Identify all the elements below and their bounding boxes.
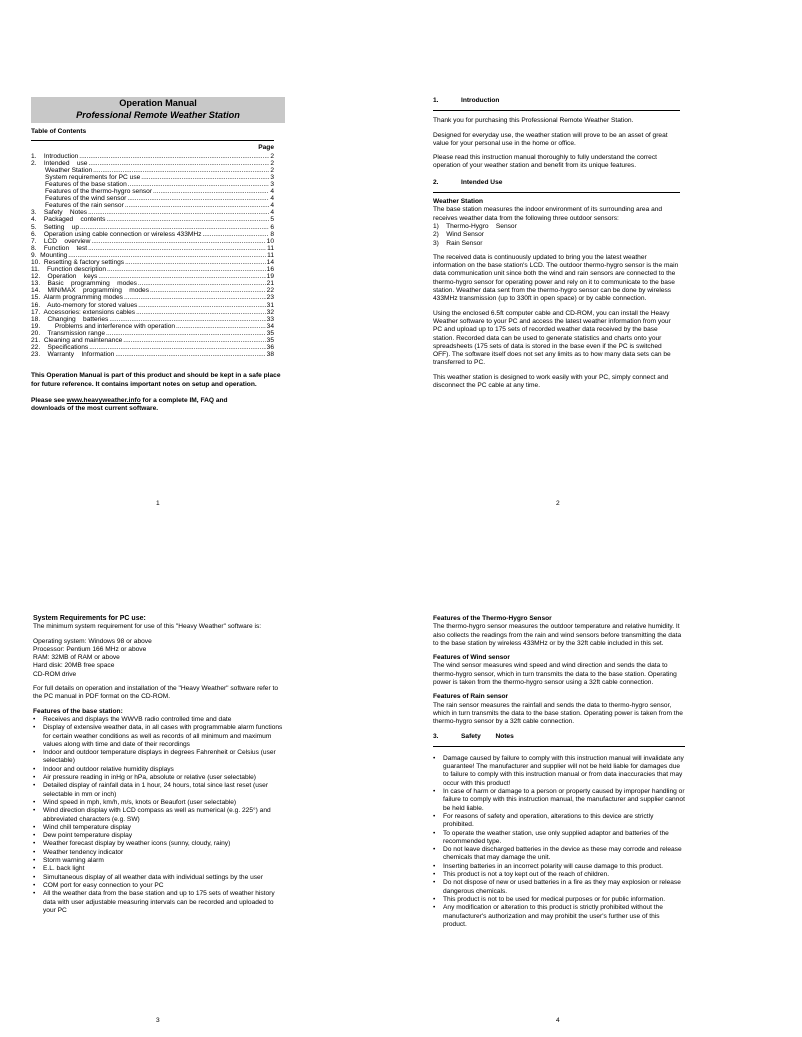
toc-leader xyxy=(125,202,270,209)
sensor-list xyxy=(433,223,680,248)
base-station-features-heading: Features of the base station: xyxy=(33,707,123,715)
section-2-title: Intended Use xyxy=(461,178,503,186)
section-1-heading xyxy=(433,97,680,111)
toc-leader xyxy=(141,174,269,181)
toc-label: 18. Changing batteries xyxy=(31,315,109,323)
toc-label: Features of the thermo-hygro sensor xyxy=(45,188,153,196)
toc-leader xyxy=(88,160,269,167)
toc-leader xyxy=(123,337,265,344)
section-1-title: Introduction xyxy=(461,97,500,104)
page-number-2: 2 xyxy=(556,500,560,507)
toc-page: 22 xyxy=(266,287,274,295)
manual-subtitle: Professional Remote Weather Station xyxy=(76,109,240,120)
toc-page: 4 xyxy=(270,202,274,210)
website-suffix: for a complete IM, FAQ and downloads of the most current software. xyxy=(31,396,228,413)
toc-page: 4 xyxy=(270,188,274,196)
toc-label: 15. Alarm programming modes xyxy=(31,294,123,302)
toc-heading: Table of Contents xyxy=(31,128,274,141)
toc-label: 21. Cleaning and maintenance xyxy=(31,337,123,345)
feature-item: • Indoor and outdoor temperature displays in degrees Fahrenheit or Celsius (user selectable) xyxy=(33,749,283,766)
sensor-item: 1) Thermo-Hygro Sensor xyxy=(433,222,517,230)
toc-leader xyxy=(88,245,266,252)
toc-row xyxy=(31,330,274,337)
safety-item: • Inserting batteries in an incorrect polarity will cause damage to this product. xyxy=(433,863,685,871)
requirement-item: Processor: Pentium 166 MHz or above xyxy=(33,645,147,653)
toc-page: 11 xyxy=(267,244,274,252)
toc-page: 19 xyxy=(266,273,274,281)
toc-label: 7. LCD overview xyxy=(31,237,91,245)
feature-item: • Simultaneous display of all weather data with individual settings by the user xyxy=(33,874,283,882)
toc-leader xyxy=(176,323,266,330)
safety-item: • Do not dispose of new or used batteries in a fire as they may explosion or release dangerous chemicals. xyxy=(433,879,685,896)
toc-leader xyxy=(127,195,269,202)
toc-leader xyxy=(98,273,265,280)
toc-leader xyxy=(153,188,269,195)
safety-item: • This product is not a toy kept out of the reach of children. xyxy=(433,871,685,879)
toc-page: 8 xyxy=(270,230,274,238)
toc-row xyxy=(31,216,274,223)
page-number-4: 4 xyxy=(556,1017,560,1024)
toc-leader xyxy=(128,181,270,188)
toc-leader xyxy=(106,330,266,337)
toc-row xyxy=(31,160,274,167)
toc-leader xyxy=(88,209,269,216)
toc-leader xyxy=(79,153,269,160)
toc-page: 23 xyxy=(266,294,274,302)
toc-leader xyxy=(115,351,265,358)
safety-item: • This product is not to be used for medical purposes or for public information. xyxy=(433,896,685,904)
intro-paragraph-3: Please read this instruction manual thoroughly to fully understand the correct operation of your weather station and benefit from its unique features. xyxy=(433,154,657,170)
system-requirements-intro: The minimum system requirement for use of this "Heavy Weather" software is: xyxy=(33,623,262,631)
feature-item: • Indoor and outdoor relative humidity displays xyxy=(33,766,283,774)
requirement-item: Hard disk: 20MB free space xyxy=(33,662,115,670)
toc-page: 10 xyxy=(266,237,274,245)
section-3-number: 3. xyxy=(433,732,439,740)
toc-page: 2 xyxy=(270,159,274,167)
safety-item: • In case of harm or damage to a person or property caused by improper handling or failure to comply with this instruction manual, the manufacturer and supplier cannot be held liable. xyxy=(433,788,685,813)
toc-page-label: Page xyxy=(258,144,274,152)
toc-page: 4 xyxy=(270,209,274,217)
page-4 xyxy=(433,615,685,929)
toc-row xyxy=(31,224,274,231)
feature-item: • Detailed display of rainfall data in 1 hour, 24 hours, total since last reset (user selectable in mm or inch) xyxy=(33,782,283,799)
toc-row xyxy=(31,294,274,301)
toc-leader xyxy=(138,302,265,309)
feature-item: • Display of extensive weather data, in all cases with programmable alarm functions for certain weather conditions as well as records of all minimum and maximum values along with time and date of their recordings xyxy=(33,724,283,749)
toc-row xyxy=(31,337,274,344)
toc-row xyxy=(31,344,274,351)
toc-row xyxy=(31,309,274,316)
toc-row xyxy=(31,280,274,287)
toc-leader xyxy=(107,266,266,273)
toc-page: 16 xyxy=(266,266,274,274)
intended-use-paragraph-3: This weather station is designed to work easily with your PC, simply connect and disconnect the PC cable at any time. xyxy=(433,373,669,390)
toc-row xyxy=(31,273,274,280)
safety-item: • Do not leave discharged batteries in the device as these may corrode and release chemicals that may damage the unit. xyxy=(433,846,685,863)
toc-row xyxy=(31,259,274,266)
feature-item: • Wind chill temperature display xyxy=(33,824,283,832)
toc-page: 2 xyxy=(270,152,274,160)
weather-station-heading: Weather Station xyxy=(433,198,484,206)
manual-title: Operation Manual xyxy=(119,98,197,108)
toc-row xyxy=(31,181,274,188)
toc-label: 1. Introduction xyxy=(31,152,79,160)
toc-page: 21 xyxy=(266,280,274,288)
toc-label: 20. Transmission range xyxy=(31,329,106,337)
manual-title-box xyxy=(31,97,285,123)
wind-sensor-text: The wind sensor measures wind speed and wind direction and sends the data to thermo-hygro sensor, which in turn transmits the data to the base station. Operating power is taken from the thermo-hygro sensor using a 32ft cable connection. xyxy=(433,662,677,687)
safety-item: • To operate the weather station, use only supplied adaptor and batteries of the recommended type. xyxy=(433,830,685,847)
page-2 xyxy=(433,97,680,396)
toc-label: 12. Operation keys xyxy=(31,273,98,281)
website-note xyxy=(31,397,261,414)
toc-leader xyxy=(150,287,266,294)
toc-row xyxy=(31,266,274,273)
toc-leader xyxy=(125,259,266,266)
toc-row xyxy=(31,202,274,209)
requirements-list xyxy=(33,638,283,679)
toc-label: 11. Function description xyxy=(31,266,107,274)
toc-label: 23. Warranty Information xyxy=(31,351,115,359)
wind-sensor-heading: Features of Wind sensor xyxy=(433,654,510,662)
toc-leader xyxy=(89,344,265,351)
toc-page: 33 xyxy=(266,315,274,323)
toc-leader xyxy=(124,294,266,301)
toc-label: 6. Operation using cable connection or wireless 433MHz xyxy=(31,230,202,238)
toc-label: System requirements for PC use xyxy=(45,173,141,181)
feature-item: • COM port for easy connection to your PC xyxy=(33,882,283,890)
feature-item: • Weather forecast display by weather icons (sunny, cloudy, rainy) xyxy=(33,840,283,848)
toc-row xyxy=(31,188,274,195)
safety-item: • Damage caused by failure to comply with this instruction manual will invalidate any guarantee! The manufacturer and supplier will not be held liable for damages due to failure to comply with this instruction manual or from data inaccuracies that may occur with this product! xyxy=(433,755,685,788)
toc-row xyxy=(31,252,274,259)
toc-page: 6 xyxy=(270,223,274,231)
rain-sensor-heading: Features of Rain sensor xyxy=(433,693,509,701)
toc-row xyxy=(31,153,274,160)
toc-label: 10. Resetting & factory settings xyxy=(31,259,125,266)
toc-label: Features of the rain sensor xyxy=(45,202,124,210)
feature-item: • Storm warning alarm xyxy=(33,857,283,865)
weather-station-intro: The base station measures the indoor environment of its surrounding area and receives weather data from the following three outdoor sensors: xyxy=(433,206,663,222)
toc-row xyxy=(31,316,274,323)
toc-label: 16. Auto-memory for stored values xyxy=(31,301,138,309)
website-link[interactable]: www.heavyweather.info xyxy=(66,396,141,404)
notice-text: This Operation Manual is part of this product and should be kept in a safe place for future reference. It contains important notes on setup and operation. xyxy=(31,372,281,388)
page-1 xyxy=(31,97,285,414)
section-2-heading xyxy=(433,179,680,193)
feature-item: • Air pressure reading in inHg or hPa, absolute or relative (user selectable) xyxy=(33,774,283,782)
section-2-number: 2. xyxy=(433,178,439,186)
page-number-1: 1 xyxy=(156,500,160,507)
toc-row xyxy=(31,195,274,202)
toc-page: 2 xyxy=(270,166,274,174)
toc-label: 22. Specifications xyxy=(31,344,89,352)
toc-label: 5. Setting up xyxy=(31,223,80,231)
toc-label: 2. Intended use xyxy=(31,159,88,167)
sensor-item: 3) Rain Sensor xyxy=(433,239,483,247)
toc-page: 35 xyxy=(266,329,274,337)
intended-use-paragraph-1: The received data is continuously updated to bring you the latest weather information on the base station's LCD. The outdoor thermo-hygro sensor is the main data communication unit since both the wind and rain sensors are connected to the thermo-hygro sensor for operating power and rely on it to communicate to the base station. Weather data sent from the thermo-hygro sensor can be done by wireless 433MHz transmission (up to 330ft in open space) or by cable connection. xyxy=(433,253,679,303)
toc-leader xyxy=(136,309,266,316)
toc-row xyxy=(31,167,274,174)
safety-notes-list xyxy=(433,755,685,929)
toc-page: 31 xyxy=(266,301,274,309)
feature-item: • Dew point temperature display xyxy=(33,832,283,840)
toc-label: 17. Accessories: extensions cables xyxy=(31,308,136,316)
toc-row xyxy=(31,174,274,181)
safety-item: • For reasons of safety and operation, alterations to this device are strictly prohibited. xyxy=(433,813,685,830)
feature-item: • Wind direction display with LCD compass as well as numerical (e.g. 225°) and abbreviated characters (e.g. SW) xyxy=(33,807,283,824)
thermo-hygro-text: The thermo-hygro sensor measures the outdoor temperature and relative humidity. It also collects the readings from the rain and wind sensors before transmitting the data to the base station by wireless 433MHz or by the 32ft cable included in this set. xyxy=(433,623,682,647)
page-number-3: 3 xyxy=(156,1017,160,1024)
section-1-number: 1. xyxy=(433,97,439,104)
feature-item: • Weather tendency indicator xyxy=(33,849,283,857)
software-details: For full details on operation and installation of the "Heavy Weather" software refer to the PC manual in PDF format on the CD-ROM. xyxy=(33,685,278,701)
toc-label: 8. Function test xyxy=(31,244,88,252)
requirement-item: RAM: 32MB of RAM or above xyxy=(33,654,120,662)
feature-item: • All the weather data from the base station and up to 175 sets of weather history data with user adjustable measuring intervals can be recorded and uploaded to your PC xyxy=(33,890,283,915)
intro-paragraph-1: Thank you for purchasing this Professional Remote Weather Station. xyxy=(433,117,634,125)
toc-label: 14. MIN/MAX programming modes xyxy=(31,287,149,295)
thermo-hygro-heading: Features of the Thermo-Hygro Sensor xyxy=(433,615,552,622)
toc-row xyxy=(31,323,274,330)
toc-leader xyxy=(106,216,269,223)
sensor-item: 2) Wind Sensor xyxy=(433,231,484,239)
toc-page: 11 xyxy=(267,251,274,259)
toc-leader xyxy=(91,238,265,245)
toc-label: 19. Problems and interference with operation xyxy=(31,322,176,330)
toc-leader xyxy=(109,316,265,323)
toc-row xyxy=(31,245,274,252)
toc-leader xyxy=(93,167,269,174)
toc-label: 4. Packaged contents xyxy=(31,216,106,224)
toc-row xyxy=(31,209,274,216)
intro-paragraph-2: Designed for everyday use, the weather station will prove to be an asset of great value for your personal use in the home or office. xyxy=(433,131,668,147)
toc-row xyxy=(31,231,274,238)
feature-item: • Wind speed in mph, km/h, m/s, knots or Beaufort (user selectable) xyxy=(33,799,283,807)
toc-label: Features of the base station xyxy=(45,180,127,188)
toc-page: 4 xyxy=(270,195,274,203)
toc-row xyxy=(31,302,274,309)
toc-leader xyxy=(68,252,266,259)
toc-row xyxy=(31,287,274,294)
toc-label: Features of the wind sensor xyxy=(45,195,127,203)
toc-label: 13. Basic programming modes xyxy=(31,280,137,288)
section-3-title: Safety Notes xyxy=(461,732,514,740)
requirement-item: CD-ROM drive xyxy=(33,670,77,678)
table-of-contents xyxy=(31,153,274,359)
page-3 xyxy=(33,615,283,915)
toc-leader xyxy=(202,231,269,238)
toc-page: 14 xyxy=(266,259,274,266)
toc-row xyxy=(31,238,274,245)
feature-item: • E.L. back light xyxy=(33,865,283,873)
section-3-heading xyxy=(433,733,685,747)
toc-label: 9. Mounting xyxy=(31,251,68,259)
requirement-item: Operating system: Windows 98 or above xyxy=(33,637,152,645)
toc-leader xyxy=(138,280,266,287)
feature-item: • Receives and displays the WWVB radio controlled time and date xyxy=(33,716,283,724)
toc-page: 35 xyxy=(266,337,274,345)
toc-page: 3 xyxy=(270,180,274,188)
intended-use-paragraph-2: Using the enclosed 6.5ft computer cable and CD-ROM, you can install the Heavy Weather software to your PC and access the latest weather information from your PC and upload up to 175 sets of recorded weather data received by the base station. Recorded data can be used to generate statistics and charts onto your spreadsheets (175 sets of data is stored in the base even if the PC is switched OFF). The software itself does not set any limits as to how many data sets can be transferred to PC. xyxy=(433,309,671,367)
safety-item: • Any modification or alteration to this product is strictly prohibited without the manufacturer's authorization and may prohibit the user's further use of this product. xyxy=(433,904,685,929)
toc-page: 32 xyxy=(266,308,274,316)
toc-label: 3. Safety Notes xyxy=(31,209,88,217)
website-prefix: Please see xyxy=(31,396,67,404)
toc-page: 34 xyxy=(266,322,274,330)
toc-page: 5 xyxy=(270,216,274,224)
system-requirements-heading: System Requirements for PC use: xyxy=(33,615,146,622)
toc-row xyxy=(31,351,274,358)
base-station-features-list xyxy=(33,716,283,915)
rain-sensor-text: The rain sensor measures the rainfall and sends the data to thermo-hygro sensor, which in turn transmits the data to the base station. Operating power is taken from the thermo-hygro sensor by a 32ft cable connection. xyxy=(433,701,683,726)
toc-leader xyxy=(80,224,269,231)
toc-page: 3 xyxy=(270,173,274,181)
toc-label: Weather Station xyxy=(45,166,93,174)
toc-page: 38 xyxy=(266,351,274,359)
toc-page: 36 xyxy=(266,344,274,352)
